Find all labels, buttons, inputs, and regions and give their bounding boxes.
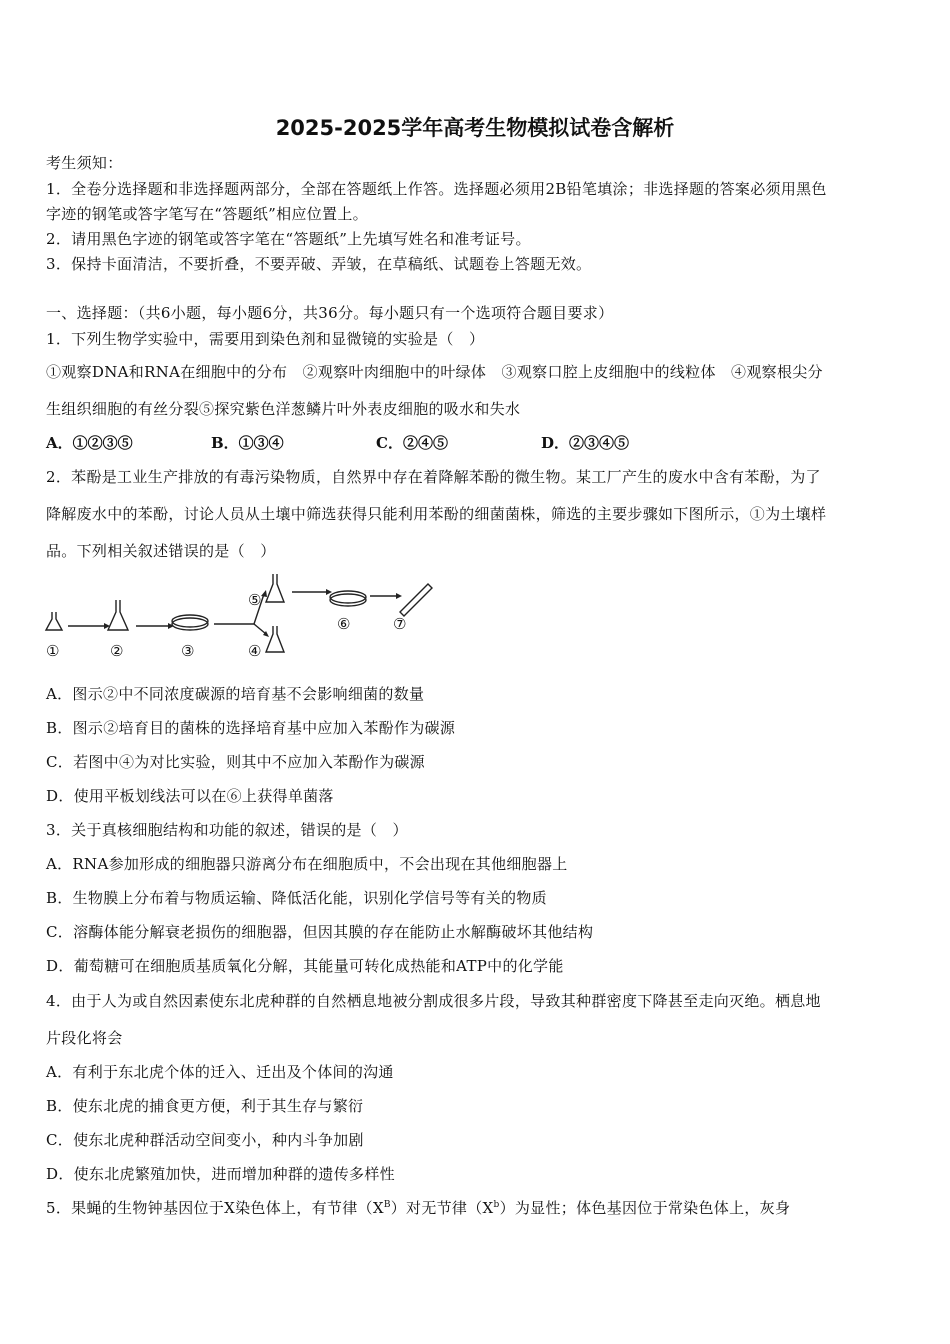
question-1-items: ①观察DNA和RNA在细胞中的分布 ②观察叶肉细胞中的叶绿体 ③观察口腔上皮细胞中的线粒体 ④观察根尖分: [46, 363, 823, 381]
question-2-stem: 品。下列相关叙述错误的是（ ）: [46, 542, 276, 560]
test-tube-icon: [400, 584, 432, 616]
question-1-stem: 1．下列生物学实验中，需要用到染色剂和显微镜的实验是（ ）: [46, 330, 485, 348]
stem-text: 5．果蝇的生物钟基因位于X染色体上，有节律（X: [46, 1199, 384, 1217]
question-2-option[interactable]: A．图示②中不同浓度碳源的培育基不会影响细菌的数量: [46, 685, 425, 703]
question-2-stem: 2．苯酚是工业生产排放的有毒污染物质，自然界中存在着降解苯酚的微生物。某工厂产生的废水中含有苯酚，为了: [46, 468, 821, 486]
option-c[interactable]: C．②④⑤: [376, 434, 448, 452]
question-3-option[interactable]: D．葡萄糖可在细胞质基质氧化分解，其能量可转化成热能和ATP中的化学能: [46, 957, 564, 975]
question-2-option[interactable]: D．使用平板划线法可以在⑥上获得单菌落: [46, 787, 334, 805]
question-2-stem: 降解废水中的苯酚，讨论人员从土壤中筛选获得只能利用苯酚的细菌菌株，筛选的主要步骤如下图所示，①为土壤样: [46, 505, 827, 523]
superscript: b: [493, 1200, 500, 1210]
notice-line: 3．保持卡面清洁，不要折叠，不要弄破、弄皱，在草稿纸、试题卷上答题无效。: [46, 255, 592, 273]
stem-text: ）对无节律（X: [390, 1199, 494, 1217]
question-1-items: 生组织细胞的有丝分裂⑤探究紫色洋葱鳞片叶外表皮细胞的吸水和失水: [46, 400, 521, 418]
flask-icon: [46, 612, 62, 630]
option-b[interactable]: B．①③④: [211, 434, 284, 452]
question-2-option[interactable]: C．若图中④为对比实验，则其中不应加入苯酚作为碳源: [46, 753, 425, 771]
question-3-option[interactable]: C．溶酶体能分解衰老损伤的细胞器，但因其膜的存在能防止水解酶破坏其他结构: [46, 923, 594, 941]
figure-label: ⑤: [248, 591, 262, 609]
flask-icon: [266, 574, 284, 602]
option-a[interactable]: A．①②③⑤: [46, 434, 133, 452]
question-2-option[interactable]: B．图示②培育目的菌株的选择培育基中应加入苯酚作为碳源: [46, 719, 456, 737]
question-4-option[interactable]: B．使东北虎的捕食更方便，利于其生存与繁衍: [46, 1097, 364, 1115]
question-3-option[interactable]: A．RNA参加形成的细胞器只游离分布在细胞质中，不会出现在其他细胞器上: [46, 855, 568, 873]
notice-heading: 考生须知：: [46, 154, 123, 172]
question-3-option[interactable]: B．生物膜上分布着与物质运输、降低活化能，识别化学信号等有关的物质: [46, 889, 547, 907]
flask-icon: [108, 600, 128, 630]
figure-label: ⑥: [337, 615, 351, 633]
superscript: B: [383, 1200, 391, 1210]
flask-icon: [266, 626, 284, 652]
page-title: 2025-2025学年高考生物模拟试卷含解析: [275, 116, 675, 140]
petri-dish-icon: [330, 594, 366, 606]
figure-label: ⑦: [393, 615, 407, 633]
section-heading: 一、选择题：（共6小题，每小题6分，共36分。每小题只有一个选项符合题目要求）: [46, 304, 614, 322]
question-4-option[interactable]: C．使东北虎种群活动空间变小，种内斗争加剧: [46, 1131, 364, 1149]
question-4-option[interactable]: A．有利于东北虎个体的迁入、迁出及个体间的沟通: [46, 1063, 394, 1081]
figure-label: ②: [110, 642, 124, 660]
question-4-option[interactable]: D．使东北虎繁殖加快，进而增加种群的遗传多样性: [46, 1165, 395, 1183]
notice-line: 字迹的钢笔或答字笔写在“答题纸”相应位置上。: [46, 205, 368, 223]
notice-line: 1．全卷分选择题和非选择题两部分，全部在答题纸上作答。选择题必须用2B铅笔填涂；非选择题的答案必须用黑色: [46, 180, 827, 198]
question-5-stem: [46, 1197, 904, 1218]
figure-label: ③: [181, 642, 195, 660]
question-1-options: [46, 432, 706, 453]
question-4-stem: 片段化将会: [46, 1029, 123, 1047]
question-3-stem: 3．关于真核细胞结构和功能的叙述，错误的是（ ）: [46, 821, 408, 839]
screening-steps-figure: [40, 572, 440, 664]
question-4-stem: 4．由于人为或自然因素使东北虎种群的自然栖息地被分割成很多片段，导致其种群密度下降甚至走向灭绝。栖息地: [46, 992, 821, 1010]
figure-label: ①: [46, 642, 60, 660]
stem-text: ）为显性；体色基因位于常染色体上，灰身: [499, 1199, 791, 1217]
notice-line: 2．请用黑色字迹的钢笔或答字笔在“答题纸”上先填写姓名和准考证号。: [46, 230, 531, 248]
option-d[interactable]: D．②③④⑤: [541, 434, 630, 452]
figure-label: ④: [248, 642, 262, 660]
petri-dish-icon: [172, 618, 208, 630]
